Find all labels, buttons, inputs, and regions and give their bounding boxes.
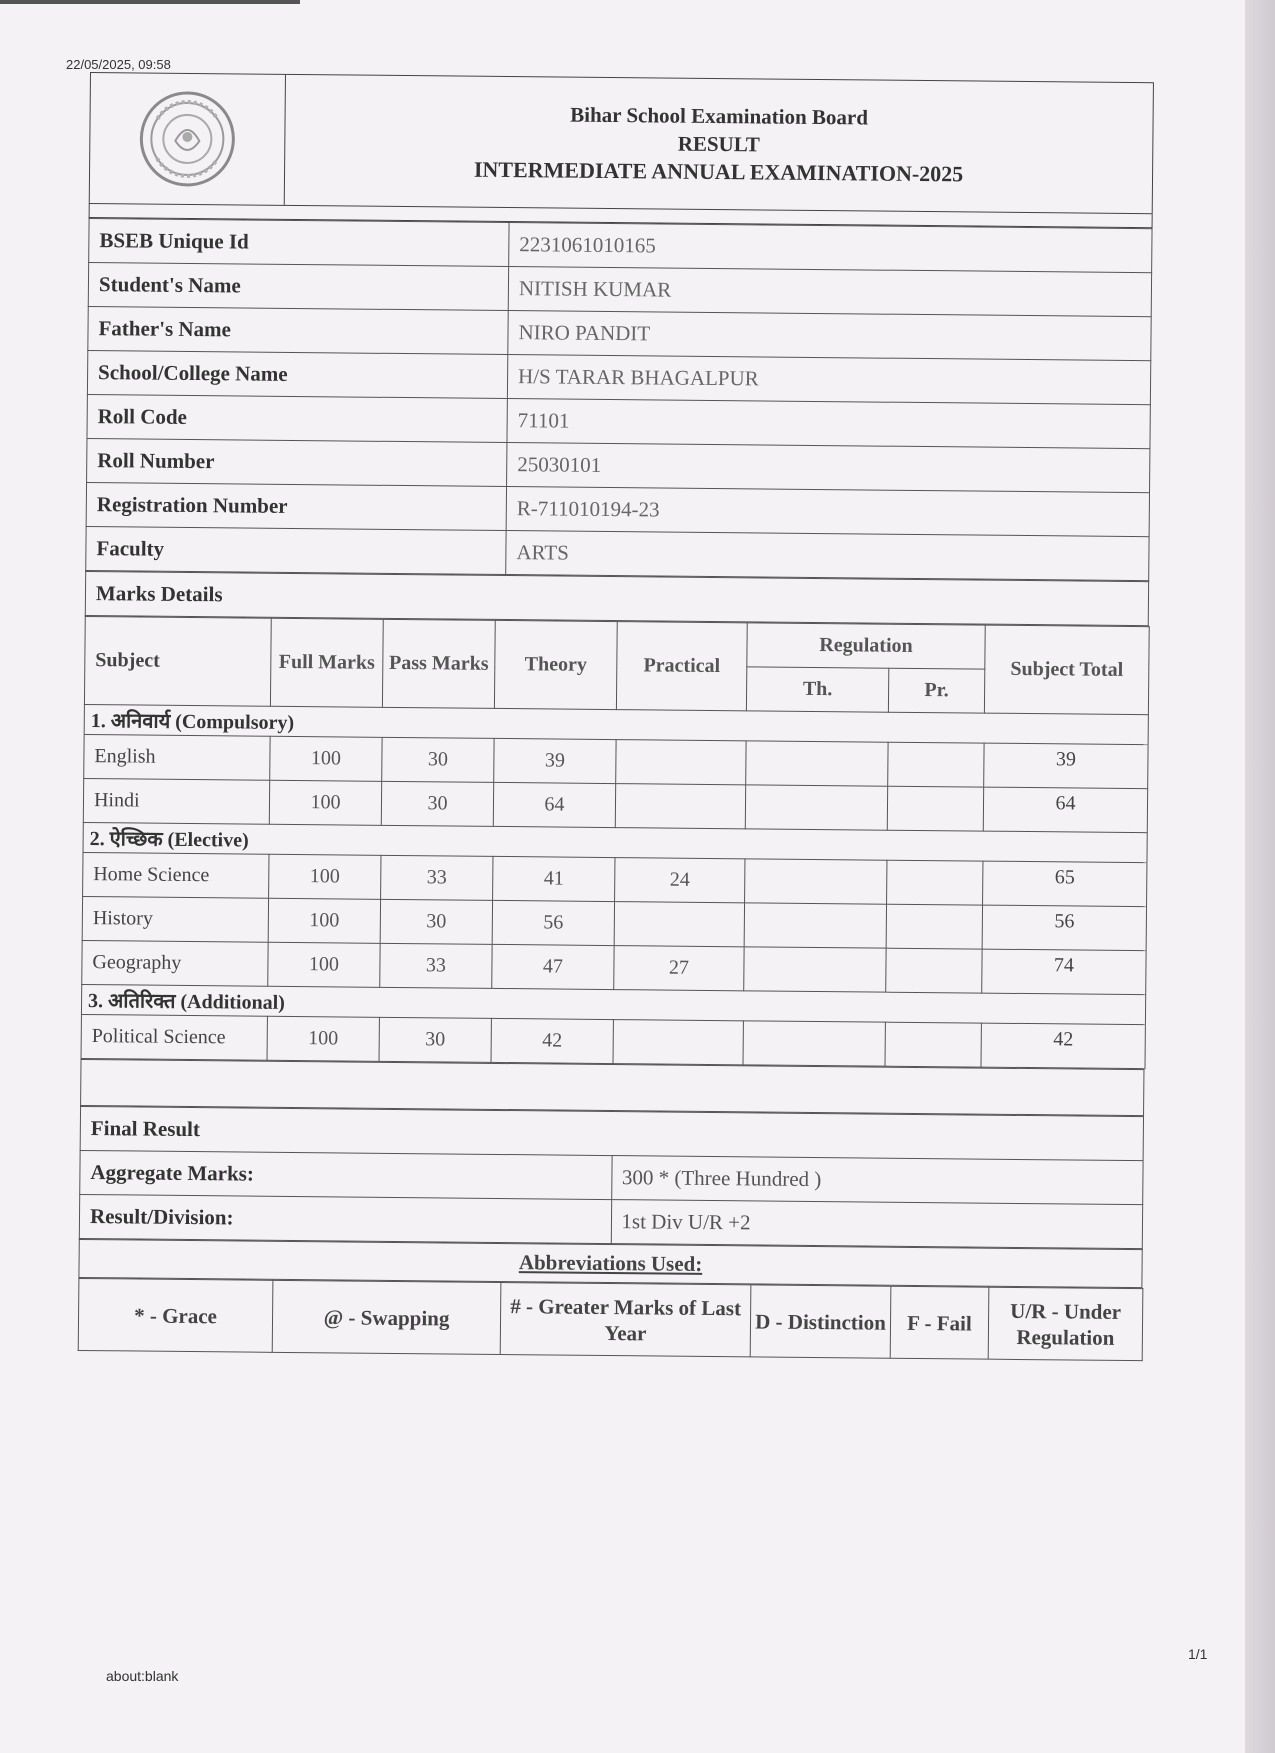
- practical-marks: [614, 902, 744, 947]
- abbreviation-item: D - Distinction: [750, 1285, 891, 1358]
- aggregate-label: Aggregate Marks:: [80, 1150, 612, 1199]
- result-sheet: [78, 72, 1154, 1361]
- col-subject-total: Subject Total: [984, 625, 1149, 715]
- info-value: NIRO PANDIT: [508, 311, 1151, 361]
- practical-marks: [616, 740, 746, 785]
- col-practical: Practical: [616, 622, 747, 711]
- info-label: Registration Number: [86, 482, 506, 530]
- theory-marks: 47: [492, 944, 614, 989]
- subject-total: 39: [984, 743, 1148, 789]
- regulation-th: [744, 903, 886, 948]
- footer-url: about:blank: [106, 1668, 179, 1684]
- regulation-pr: [888, 742, 984, 787]
- print-timestamp: 22/05/2025, 09:58: [66, 57, 171, 72]
- pass-marks: 30: [382, 737, 494, 782]
- pass-marks: 30: [380, 899, 492, 944]
- practical-marks: 24: [615, 858, 745, 903]
- logo-cell: [90, 73, 286, 205]
- col-full-marks: Full Marks: [270, 618, 383, 707]
- marks-details-title: Marks Details: [85, 571, 1148, 625]
- result-title: RESULT: [677, 131, 760, 157]
- col-subject: Subject: [84, 616, 271, 706]
- abbreviations-title: Abbreviations Used:: [79, 1239, 1142, 1287]
- result-header: [89, 72, 1154, 214]
- info-value: R-711010194-23: [506, 487, 1149, 537]
- regulation-pr: [886, 948, 982, 993]
- info-label: School/College Name: [87, 350, 507, 398]
- pass-marks: 30: [379, 1017, 491, 1062]
- pass-marks: 33: [380, 943, 492, 988]
- marks-table: [81, 616, 1150, 1069]
- theory-marks: 41: [493, 856, 615, 901]
- top-edge-line: [0, 0, 300, 4]
- regulation-th: [744, 947, 886, 992]
- regulation-pr: [887, 786, 983, 831]
- subject-name: English: [84, 734, 270, 780]
- subject-total: 64: [983, 787, 1147, 833]
- full-marks: 100: [268, 898, 380, 943]
- theory-marks: 39: [494, 738, 616, 783]
- info-value: NITISH KUMAR: [508, 267, 1151, 317]
- pass-marks: 30: [381, 781, 493, 826]
- abbreviation-item: U/R - Under Regulation: [988, 1287, 1143, 1360]
- exam-title: INTERMEDIATE ANNUAL EXAMINATION-2025: [473, 156, 964, 187]
- regulation-th: [746, 741, 888, 786]
- info-label: Father's Name: [88, 306, 508, 354]
- info-value: H/S TARAR BHAGALPUR: [507, 355, 1150, 405]
- full-marks: 100: [269, 780, 381, 825]
- subject-name: Hindi: [83, 778, 269, 824]
- subject-total: 74: [982, 949, 1146, 995]
- abbreviations-row: [78, 1278, 1144, 1361]
- info-label: Faculty: [86, 526, 506, 574]
- regulation-pr: [885, 1022, 981, 1067]
- footer-page-number: 1/1: [1188, 1646, 1208, 1662]
- subject-name: Home Science: [83, 852, 269, 898]
- abbreviation-item: # - Greater Marks of Last Year: [500, 1283, 751, 1357]
- final-result-table: [79, 1106, 1144, 1249]
- practical-marks: 27: [614, 946, 744, 991]
- full-marks: 100: [268, 942, 380, 987]
- col-pass-marks: Pass Marks: [382, 619, 495, 708]
- subject-total: 42: [981, 1023, 1145, 1069]
- col-reg-theory: Th.: [746, 667, 888, 712]
- regulation-th: [745, 785, 887, 830]
- subject-name: Political Science: [81, 1014, 267, 1060]
- group-title: 1. अनिवार्य (Compulsory): [84, 704, 1148, 744]
- info-label: BSEB Unique Id: [89, 218, 509, 266]
- bseb-seal-icon: [137, 88, 238, 189]
- abbreviation-item: @ - Swapping: [272, 1280, 501, 1354]
- group-title: 2. ऐच्छिक (Elective): [83, 822, 1147, 862]
- col-theory: Theory: [494, 620, 617, 709]
- info-value: 25030101: [507, 443, 1150, 493]
- regulation-pr: [887, 860, 983, 905]
- theory-marks: 56: [492, 900, 614, 945]
- theory-marks: 42: [491, 1018, 613, 1063]
- full-marks: 100: [267, 1016, 379, 1061]
- col-regulation: Regulation: [747, 623, 985, 669]
- student-info-table: [85, 218, 1152, 581]
- col-reg-practical: Pr.: [888, 668, 984, 713]
- regulation-th: [743, 1021, 885, 1066]
- practical-marks: [615, 784, 745, 829]
- info-value: 2231061010165: [509, 223, 1152, 273]
- abbreviation-item: * - Grace: [78, 1278, 273, 1352]
- division-label: Result/Division:: [79, 1194, 611, 1243]
- info-label: Roll Code: [87, 394, 507, 442]
- subject-name: History: [82, 896, 268, 942]
- full-marks: 100: [270, 736, 382, 781]
- theory-marks: 64: [493, 782, 615, 827]
- subject-name: Geography: [82, 940, 268, 986]
- final-result-title: Final Result: [80, 1106, 1143, 1160]
- info-label: Roll Number: [87, 438, 507, 486]
- board-name: Bihar School Examination Board: [570, 102, 869, 130]
- subject-total: 65: [983, 861, 1147, 907]
- header-titles: [285, 75, 1153, 213]
- regulation-th: [745, 859, 887, 904]
- subject-total: 56: [982, 905, 1146, 951]
- scanner-edge: [1245, 0, 1275, 1753]
- info-value: ARTS: [506, 531, 1149, 581]
- abbreviation-item: F - Fail: [890, 1286, 989, 1359]
- pass-marks: 33: [381, 855, 493, 900]
- aggregate-value: 300 * (Three Hundred ): [611, 1156, 1143, 1205]
- full-marks: 100: [269, 854, 381, 899]
- info-value: 71101: [507, 399, 1150, 449]
- group-title: 3. अतिरिक्त (Additional): [81, 984, 1145, 1024]
- practical-marks: [613, 1020, 743, 1065]
- regulation-pr: [886, 904, 982, 949]
- marks-header-row: [85, 616, 1149, 670]
- info-label: Student's Name: [88, 262, 508, 310]
- division-value: 1st Div U/R +2: [611, 1200, 1143, 1249]
